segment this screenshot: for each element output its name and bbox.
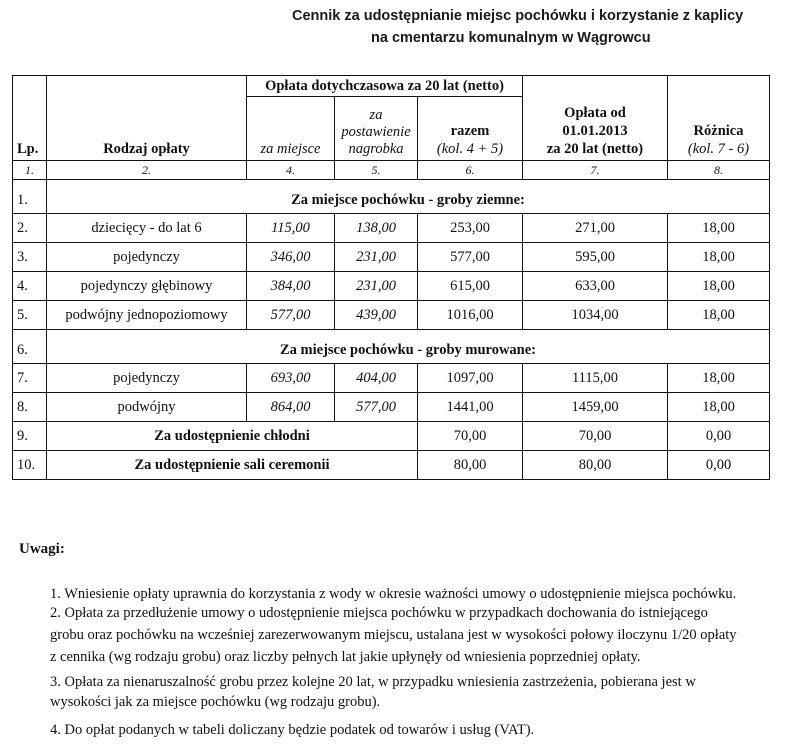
row-roznica: 18,00 <box>668 214 770 243</box>
table-row <box>13 393 770 422</box>
header-za-postawienie-line2: postawienie <box>341 124 411 140</box>
row-rodzaj: pojedynczy <box>47 243 247 272</box>
row-miejsce: 864,00 <box>247 393 335 422</box>
row-roznica: 18,00 <box>668 243 770 272</box>
row-miejsce: 115,00 <box>247 214 335 243</box>
row-od2013: 271,00 <box>523 214 668 243</box>
row-lp: 4. <box>13 272 47 301</box>
row-razem: 1441,00 <box>418 393 523 422</box>
row-lp: 2. <box>13 214 47 243</box>
header-oplata-od-line3: za 20 lat (netto) <box>546 141 644 157</box>
row-razem: 253,00 <box>418 214 523 243</box>
note-4: 4. Do opłat podanych w tabeli doliczany będzie podatek od towarów i usług (VAT). <box>50 722 535 738</box>
row-nagrobek: 577,00 <box>335 393 418 422</box>
colnum-7: 7. <box>523 161 668 180</box>
row-razem: 80,00 <box>418 451 523 480</box>
header-razem-line2: (kol. 4 + 5) <box>436 141 504 157</box>
table-row <box>13 243 770 272</box>
row-od2013: 80,00 <box>523 451 668 480</box>
row-rodzaj: pojedynczy <box>47 364 247 393</box>
header-za-postawienie-line3: nagrobka <box>348 141 404 157</box>
note-3-line2: wysokości jak za miejsce pochówku (wg rodzaju grobu). <box>50 694 381 710</box>
table-row <box>13 272 770 301</box>
note-2-line2: grobu oraz pochówku na wcześniej zarezerwowanym miejscu, ustalana jest w wysokości połowy iloczynu 1/20 opłaty <box>50 627 737 643</box>
title-line-2: na cmentarzu komunalnym w Wągrowcu <box>371 30 651 46</box>
row-roznica: 18,00 <box>668 301 770 330</box>
row-lp: 5. <box>13 301 47 330</box>
header-za-postawienie-line1: za <box>369 107 383 123</box>
row-miejsce: 577,00 <box>247 301 335 330</box>
row-nagrobek: 439,00 <box>335 301 418 330</box>
row-razem: 70,00 <box>418 422 523 451</box>
row-rodzaj: pojedynczy głębinowy <box>47 272 247 301</box>
header-oplata-od <box>523 76 668 161</box>
header-razem-line1: razem <box>450 123 490 139</box>
row-nagrobek: 138,00 <box>335 214 418 243</box>
row-od2013: 1459,00 <box>523 393 668 422</box>
header-za-miejsce: za miejsce <box>247 97 335 161</box>
column-numbers-row <box>13 161 770 180</box>
row-razem: 615,00 <box>418 272 523 301</box>
row-lp: 10. <box>13 451 47 480</box>
row-od2013: 1115,00 <box>523 364 668 393</box>
header-oplata-od-line2: 01.01.2013 <box>562 123 628 139</box>
row-lp: 9. <box>13 422 47 451</box>
note-3-line1: 3. Opłata za nienaruszalność grobu przez kolejne 20 lat, w przypadku wniesienia zastrzeżenia, pobierana jest w <box>50 674 696 690</box>
row-roznica: 0,00 <box>668 451 770 480</box>
section-header: Za miejsce pochówku - groby murowane: <box>47 330 770 364</box>
row-razem: 577,00 <box>418 243 523 272</box>
row-label: Za udostępnienie chłodni <box>47 422 418 451</box>
row-miejsce: 346,00 <box>247 243 335 272</box>
colnum-2: 2. <box>47 161 247 180</box>
colnum-8: 8. <box>668 161 770 180</box>
price-table <box>12 75 770 480</box>
colnum-1: 1. <box>13 161 47 180</box>
note-1: 1. Wniesienie opłaty uprawnia do korzystania z wody w okresie ważności umowy o udostępnienie miejsca pochówku. <box>50 586 737 602</box>
row-lp: 8. <box>13 393 47 422</box>
row-od2013: 70,00 <box>523 422 668 451</box>
row-lp: 7. <box>13 364 47 393</box>
row-od2013: 595,00 <box>523 243 668 272</box>
title-line-1: Cennik za udostępnianie miejsc pochówku i korzystanie z kaplicy <box>292 8 744 24</box>
header-roznica-line2: (kol. 7 - 6) <box>687 141 750 157</box>
row-lp: 1. <box>13 180 47 214</box>
note-2-line1: 2. Opłata za przedłużenie umowy o udostępnienie miejsca pochówku w przypadkach dochowania do istniejącego <box>50 605 708 621</box>
header-oplata-group: Opłata dotychczasowa za 20 lat (netto) <box>247 76 523 97</box>
row-roznica: 0,00 <box>668 422 770 451</box>
note-2-line3: z cennika (wg rodzaju grobu) oraz liczby pełnych lat jakie upłynęły od wniesienia poprzedniej opłaty. <box>50 649 641 665</box>
colnum-6: 6. <box>418 161 523 180</box>
header-za-postawienie <box>335 97 418 161</box>
table-row <box>13 364 770 393</box>
section-header: Za miejsce pochówku - groby ziemne: <box>47 180 770 214</box>
row-roznica: 18,00 <box>668 364 770 393</box>
table-row <box>13 214 770 243</box>
row-od2013: 1034,00 <box>523 301 668 330</box>
table-row <box>13 422 770 451</box>
row-razem: 1016,00 <box>418 301 523 330</box>
header-lp: Lp. <box>13 76 47 161</box>
row-razem: 1097,00 <box>418 364 523 393</box>
header-roznica-line1: Różnica <box>693 123 744 139</box>
row-lp: 6. <box>13 330 47 364</box>
row-roznica: 18,00 <box>668 393 770 422</box>
row-rodzaj: podwójny jednopoziomowy <box>47 301 247 330</box>
colnum-4: 4. <box>247 161 335 180</box>
row-rodzaj: podwójny <box>47 393 247 422</box>
row-miejsce: 384,00 <box>247 272 335 301</box>
colnum-5: 5. <box>335 161 418 180</box>
row-rodzaj: dziecięcy - do lat 6 <box>47 214 247 243</box>
row-lp: 3. <box>13 243 47 272</box>
table-row <box>13 180 770 214</box>
row-roznica: 18,00 <box>668 272 770 301</box>
row-nagrobek: 404,00 <box>335 364 418 393</box>
table-row <box>13 330 770 364</box>
row-miejsce: 693,00 <box>247 364 335 393</box>
notes-heading: Uwagi: <box>19 541 65 557</box>
row-nagrobek: 231,00 <box>335 243 418 272</box>
header-razem <box>418 97 523 161</box>
row-od2013: 633,00 <box>523 272 668 301</box>
header-roznica <box>668 76 770 161</box>
table-row <box>13 451 770 480</box>
header-rodzaj: Rodzaj opłaty <box>47 76 247 161</box>
table-row <box>13 301 770 330</box>
row-label: Za udostępnienie sali ceremonii <box>47 451 418 480</box>
row-nagrobek: 231,00 <box>335 272 418 301</box>
header-oplata-od-line1: Opłata od <box>564 105 626 121</box>
